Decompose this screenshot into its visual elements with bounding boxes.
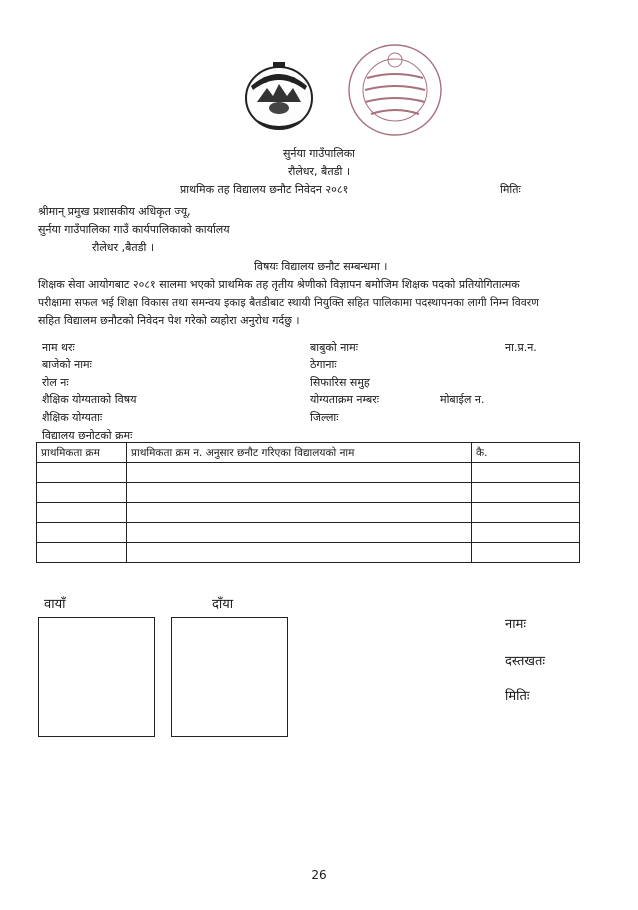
- table-row: [37, 503, 580, 523]
- date-label: मितिः: [500, 183, 521, 196]
- table-cell[interactable]: [127, 523, 472, 543]
- signature-name-label: नामः: [505, 617, 526, 632]
- field-recommended-group: सिफारिस समुह: [310, 376, 370, 389]
- table-row: [37, 483, 580, 503]
- field-roll: रोल नः: [42, 376, 69, 389]
- field-father: बाबुको नामः: [310, 341, 358, 354]
- table-cell[interactable]: [472, 503, 580, 523]
- addressee-line-3: रौलेधर ,बैतडी ।: [92, 241, 155, 254]
- table-cell[interactable]: [472, 463, 580, 483]
- right-thumbprint-box[interactable]: [171, 617, 288, 737]
- table-header-row: [37, 443, 580, 463]
- field-district: जिल्लाः: [310, 411, 339, 424]
- signature-date-label: मितिः: [505, 689, 530, 704]
- page-number: 26: [311, 868, 327, 882]
- table-row: [37, 463, 580, 483]
- table-row: [37, 543, 580, 563]
- body-line-1: शिक्षक सेवा आयोगबाट २०८१ सालमा भएको प्राथमिक तह तृतीय श्रेणीको विज्ञापन बमोजिम शिक्षक पदको प्रतियोगितात्मक: [38, 278, 520, 291]
- table-cell[interactable]: [37, 483, 127, 503]
- field-qualification-subject: शैक्षिक योग्यताको विषय: [42, 393, 137, 406]
- form-title: प्राथमिक तह विद्यालय छनौट निवेदन २०८१: [180, 183, 349, 196]
- left-thumb-label: वायाँ: [44, 597, 66, 612]
- field-mobile: मोबाईल न.: [440, 393, 485, 406]
- field-name: नाम थरः: [42, 341, 75, 354]
- table-cell[interactable]: [37, 543, 127, 563]
- nepal-emblem-icon: [243, 58, 315, 132]
- body-line-2: परीक्षामा सफल भई शिक्षा विकास तथा समन्वय इकाइ बैतडीबाट स्थायी नियुक्ति सहित पालिकामा पदस्थापनका लागी निम्न विवरण: [38, 296, 539, 309]
- field-grandfather: बाजेको नामः: [42, 358, 92, 371]
- table-cell[interactable]: [37, 463, 127, 483]
- field-citizenship: ना.प्र.न.: [505, 341, 537, 354]
- table-cell[interactable]: [472, 523, 580, 543]
- field-qualification: शैक्षिक योग्यताः: [42, 411, 103, 424]
- addressee-line-1: श्रीमान् प्रमुख प्रशासकीय अधिकृत ज्यू,: [38, 205, 191, 218]
- table-cell[interactable]: [127, 483, 472, 503]
- municipality-seal-icon: [345, 40, 445, 140]
- table-cell[interactable]: [472, 543, 580, 563]
- field-address: ठेगानाः: [310, 358, 337, 371]
- header-remarks: कै.: [472, 443, 580, 463]
- table-cell[interactable]: [127, 463, 472, 483]
- right-thumb-label: दाँया: [212, 597, 234, 612]
- table-cell[interactable]: [127, 503, 472, 523]
- body-line-3: सहित विद्यालम छनौटको निवेदन पेश गरेको व्यहोरा अनुरोध गर्दछु ।: [38, 314, 300, 327]
- field-school-order: विद्यालय छनोटको क्रमः: [42, 429, 133, 442]
- header-school-name: प्राथमिकता क्रम न. अनुसार छनौट गरिएका विद्यालयको नाम: [127, 443, 472, 463]
- table-cell[interactable]: [37, 523, 127, 543]
- table-cell[interactable]: [127, 543, 472, 563]
- signature-sign-label: दस्तखतः: [505, 654, 546, 669]
- addressee-line-2: सुर्नया गाउँपालिका गाउँ कार्यपालिकाको कार्यालय: [38, 223, 230, 236]
- header-priority: प्राथमिकता क्रम: [37, 443, 127, 463]
- school-choice-table: [36, 442, 580, 563]
- left-thumbprint-box[interactable]: [38, 617, 155, 737]
- field-merit-number: योग्यताक्रम नम्बरः: [310, 393, 380, 406]
- org-name: सुर्नया गाउँपालिका: [282, 147, 356, 160]
- subject: विषयः विद्यालय छनौट सम्बन्धमा ।: [254, 260, 388, 273]
- table-cell[interactable]: [472, 483, 580, 503]
- org-address: रौलेधर, बैतडी ।: [287, 165, 350, 178]
- table-row: [37, 523, 580, 543]
- table-cell[interactable]: [37, 503, 127, 523]
